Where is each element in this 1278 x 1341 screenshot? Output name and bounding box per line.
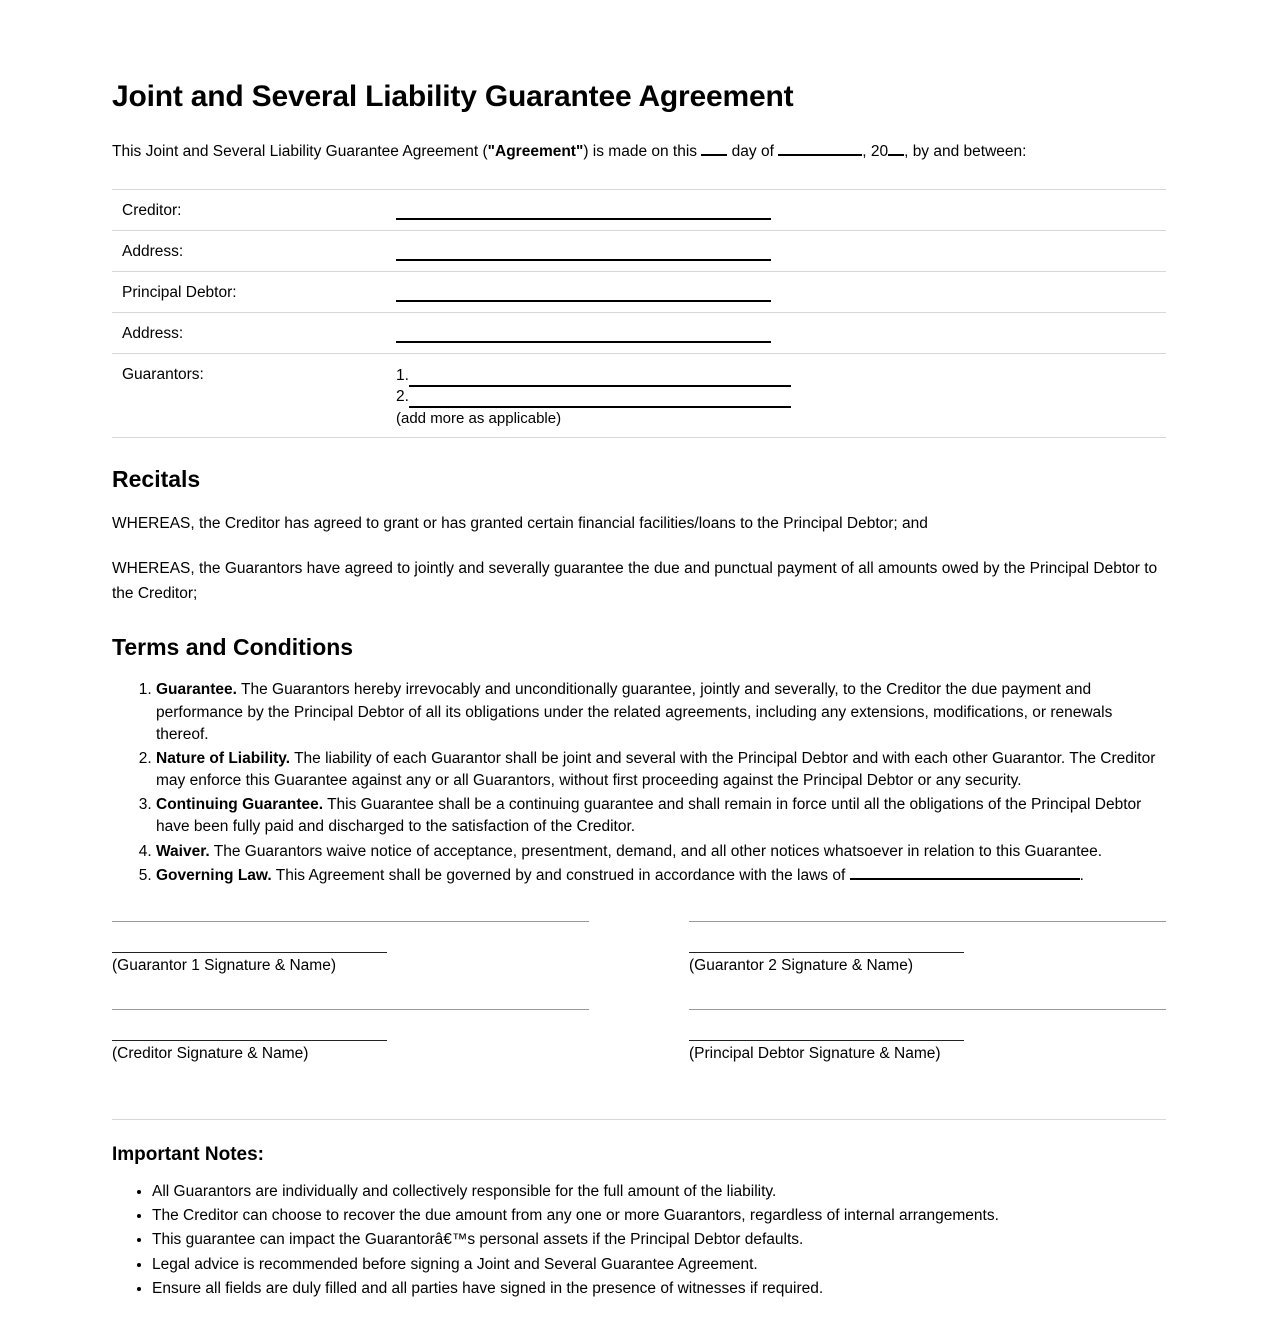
intro-text-part3: day of	[731, 143, 774, 160]
recital-paragraph-1: WHEREAS, the Creditor has agreed to grant or has granted certain financial facilities/loans to the Principal Debtor; and	[112, 515, 928, 533]
notes-list	[112, 1180, 1166, 1300]
debtor-address-field-cell	[386, 313, 1166, 354]
agreement-term: "Agreement"	[487, 143, 584, 160]
year-blank[interactable]	[888, 154, 904, 156]
term-title-guarantee: Guarantee.	[156, 681, 237, 699]
list-item	[156, 841, 1166, 863]
guarantor-2-row	[396, 387, 1162, 408]
term-text-waiver: The Guarantors waive notice of acceptance, presentment, demand, and all other notices whatsoever in relation to this Guarantee.	[209, 842, 1103, 860]
term-title-continuing-guarantee: Continuing Guarantee.	[156, 796, 324, 814]
guarantor-1-row	[396, 366, 1162, 387]
guarantors-label: Guarantors:	[112, 354, 386, 438]
guarantors-note: (add more as applicable)	[396, 410, 562, 428]
signature-name-rule[interactable]	[689, 1040, 964, 1041]
signature-name-rule[interactable]	[112, 952, 387, 953]
principal-debtor-input-line[interactable]	[396, 286, 771, 302]
guarantor-2-input-line[interactable]	[409, 392, 791, 408]
terms-list	[112, 679, 1166, 886]
list-item: • Legal advice is recommended before signing a Joint and Several Guarantee Agreement.	[152, 1253, 1166, 1276]
intro-text-part5: , by and between:	[904, 143, 1027, 160]
table-row	[112, 272, 1166, 313]
signature-block-principal-debtor	[689, 1009, 1166, 1063]
intro-text-part1: This Joint and Several Liability Guarantee Agreement (	[112, 143, 488, 160]
recitals-heading: Recitals	[112, 466, 201, 493]
signature-caption-guarantor-1: (Guarantor 1 Signature & Name)	[112, 956, 336, 974]
term-text-continuing-guarantee: This Guarantee shall be a continuing guarantee and shall remain in force until all the obligations of the Principal Debtor have been fully paid and discharged to the satisfaction of the Creditor.	[156, 796, 1142, 836]
term-text-governing-law-after: .	[1079, 866, 1084, 884]
signature-rule[interactable]	[689, 921, 1166, 922]
list-item: • This guarantee can impact the Guarantorâ€™s personal assets if the Principal Debtor defaults.	[152, 1228, 1166, 1251]
table-row	[112, 313, 1166, 354]
creditor-address-label: Address:	[112, 231, 386, 272]
guarantors-field-cell	[386, 354, 1166, 438]
list-item	[156, 865, 1166, 887]
signature-block-creditor	[112, 1009, 589, 1063]
creditor-label: Creditor:	[112, 190, 386, 231]
signature-name-rule[interactable]	[689, 952, 964, 953]
list-item: • The Creditor can choose to recover the due amount from any one or more Guarantors, regardless of internal arrangements.	[152, 1204, 1166, 1227]
intro-text-part2: ) is made on this	[583, 143, 698, 160]
term-title-waiver: Waiver.	[156, 842, 210, 860]
table-row	[112, 190, 1166, 231]
principal-debtor-field-cell	[386, 272, 1166, 313]
list-item	[156, 794, 1166, 838]
debtor-address-input-line[interactable]	[396, 327, 771, 343]
signature-block-guarantor-2	[689, 921, 1166, 975]
signature-name-rule[interactable]	[112, 1040, 387, 1041]
recital-paragraph-2: WHEREAS, the Guarantors have agreed to jointly and severally guarantee the due and punctual payment of all amounts owed by the Principal Debtor to the Creditor;	[112, 560, 1158, 603]
table-row	[112, 354, 1166, 438]
party-details-table	[112, 189, 1166, 438]
notes-heading: Important Notes:	[112, 1143, 264, 1165]
term-text-guarantee: The Guarantors hereby irrevocably and unconditionally guarantee, jointly and severally, to the Creditor the due payment and performance by the Principal Debtor of all its obligations under the related agreements, including any extensions, modifications, or renewals thereof.	[156, 681, 1113, 743]
month-blank[interactable]	[778, 154, 862, 156]
signature-caption-guarantor-2: (Guarantor 2 Signature & Name)	[689, 956, 913, 974]
list-item: • All Guarantors are individually and collectively responsible for the full amount of the liability.	[152, 1180, 1166, 1203]
day-blank[interactable]	[701, 154, 727, 156]
signature-caption-principal-debtor: (Principal Debtor Signature & Name)	[689, 1044, 941, 1062]
creditor-input-line[interactable]	[396, 204, 771, 220]
signature-block-guarantor-1	[112, 921, 589, 975]
notes-divider	[112, 1119, 1166, 1120]
signature-rule[interactable]	[689, 1009, 1166, 1010]
signature-column-left	[112, 921, 589, 1097]
creditor-address-field-cell	[386, 231, 1166, 272]
list-item	[156, 679, 1166, 745]
term-title-governing-law: Governing Law.	[156, 866, 272, 884]
debtor-address-label: Address:	[112, 313, 386, 354]
intro-text-part4: , 20	[862, 143, 889, 160]
signature-rule[interactable]	[112, 921, 589, 922]
signature-grid	[112, 921, 1166, 1097]
guarantor-2-number: 2.	[396, 388, 409, 406]
table-row	[112, 231, 1166, 272]
signature-rule[interactable]	[112, 1009, 589, 1010]
governing-law-blank[interactable]	[850, 878, 1080, 880]
terms-heading: Terms and Conditions	[112, 634, 354, 661]
creditor-address-input-line[interactable]	[396, 245, 771, 261]
principal-debtor-label: Principal Debtor:	[112, 272, 386, 313]
term-text-nature-of-liability: The liability of each Guarantor shall be joint and several with the Principal Debtor and with each other Guarantor. The Creditor may enforce this Guarantee against any or all Guarantors, without first proceeding against the Principal Debtor or any security.	[156, 749, 1156, 790]
creditor-field-cell	[386, 190, 1166, 231]
term-title-nature-of-liability: Nature of Liability.	[156, 749, 291, 767]
intro-paragraph	[112, 140, 1166, 163]
list-item: • Ensure all fields are duly filled and all parties have signed in the presence of witnesses if required.	[152, 1277, 1166, 1300]
guarantor-1-number: 1.	[396, 367, 409, 385]
list-item	[156, 748, 1166, 792]
page-title: Joint and Several Liability Guarantee Agreement	[112, 80, 794, 113]
guarantor-1-input-line[interactable]	[409, 371, 791, 387]
term-text-governing-law: This Agreement shall be governed by and construed in accordance with the laws of	[271, 866, 850, 884]
signature-column-right	[689, 921, 1166, 1097]
signature-caption-creditor: (Creditor Signature & Name)	[112, 1044, 309, 1062]
